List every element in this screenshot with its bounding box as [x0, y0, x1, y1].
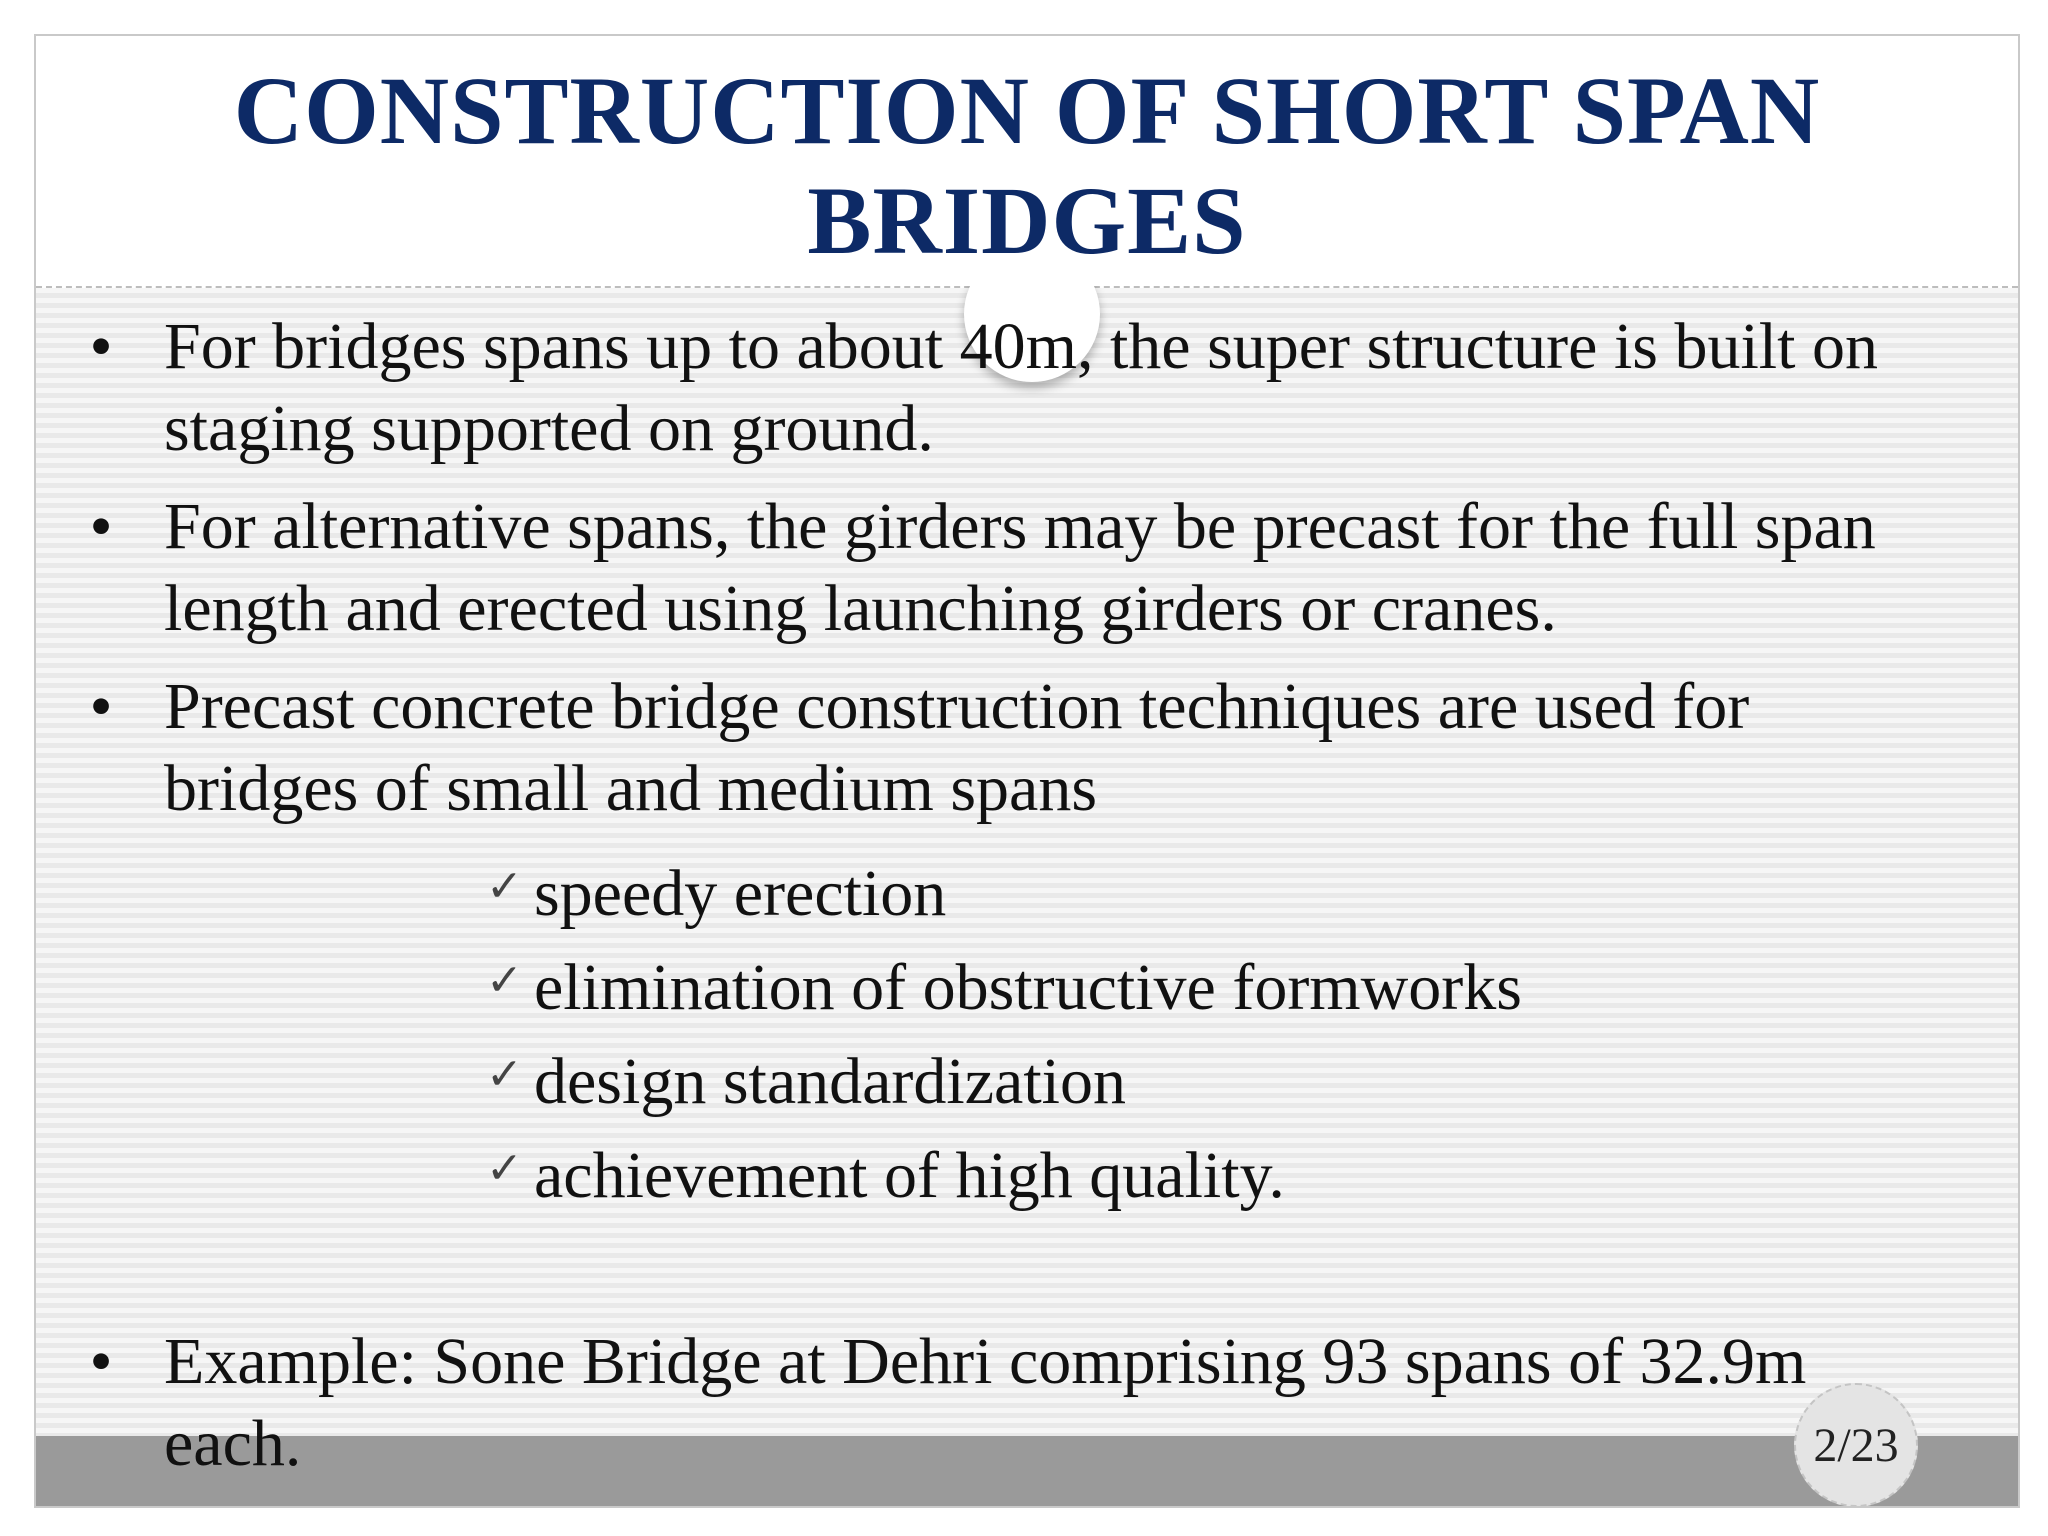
page-number-badge — [1794, 1383, 1918, 1507]
check-item — [486, 940, 1522, 1029]
bullet-text — [164, 306, 2016, 470]
check-item-text: design standardization — [534, 1045, 1127, 1118]
checkmark-icon: ✓ — [486, 1144, 523, 1193]
bullet-line: For alternative spans, the girders may be precast for the full span — [164, 490, 1876, 563]
bullet-text — [164, 666, 2016, 830]
bullet-line: staging supported on ground. — [164, 392, 934, 465]
bullet-icon: • — [89, 670, 113, 743]
bullet-line: For bridges spans up to about 40m, the super structure is built on — [164, 310, 1878, 383]
title-line-2: BRIDGES — [807, 167, 1247, 274]
check-item — [486, 1128, 1285, 1217]
bullet-line: each. — [164, 1407, 302, 1480]
check-item — [486, 846, 946, 935]
bullet-line: length and erected using launching girders or cranes. — [164, 572, 1557, 645]
bullet-line: Precast concrete bridge construction techniques are used for — [164, 670, 1750, 743]
checkmark-icon: ✓ — [486, 862, 523, 911]
bullet-line: Example: Sone Bridge at Dehri comprising 93 spans of 32.9m — [164, 1325, 1807, 1398]
title-line-1: CONSTRUCTION OF SHORT SPAN — [233, 57, 1821, 164]
check-item-text: achievement of high quality. — [534, 1139, 1285, 1212]
check-item — [486, 1034, 1126, 1123]
bullet-icon: • — [89, 490, 113, 563]
bullet-icon: • — [89, 1325, 113, 1398]
bullet-icon: • — [89, 310, 113, 383]
bullet-text — [164, 1321, 2016, 1485]
check-item-text: elimination of obstructive formworks — [534, 951, 1522, 1024]
slide — [34, 34, 2020, 1508]
page-number: 2/23 — [1813, 1418, 1899, 1472]
slide-content — [36, 36, 2018, 1506]
checkmark-icon: ✓ — [486, 1050, 523, 1099]
bullet-text — [164, 486, 2016, 650]
checkmark-icon: ✓ — [486, 956, 523, 1005]
bullet-line: bridges of small and medium spans — [164, 752, 1098, 825]
check-item-text: speedy erection — [534, 857, 947, 930]
